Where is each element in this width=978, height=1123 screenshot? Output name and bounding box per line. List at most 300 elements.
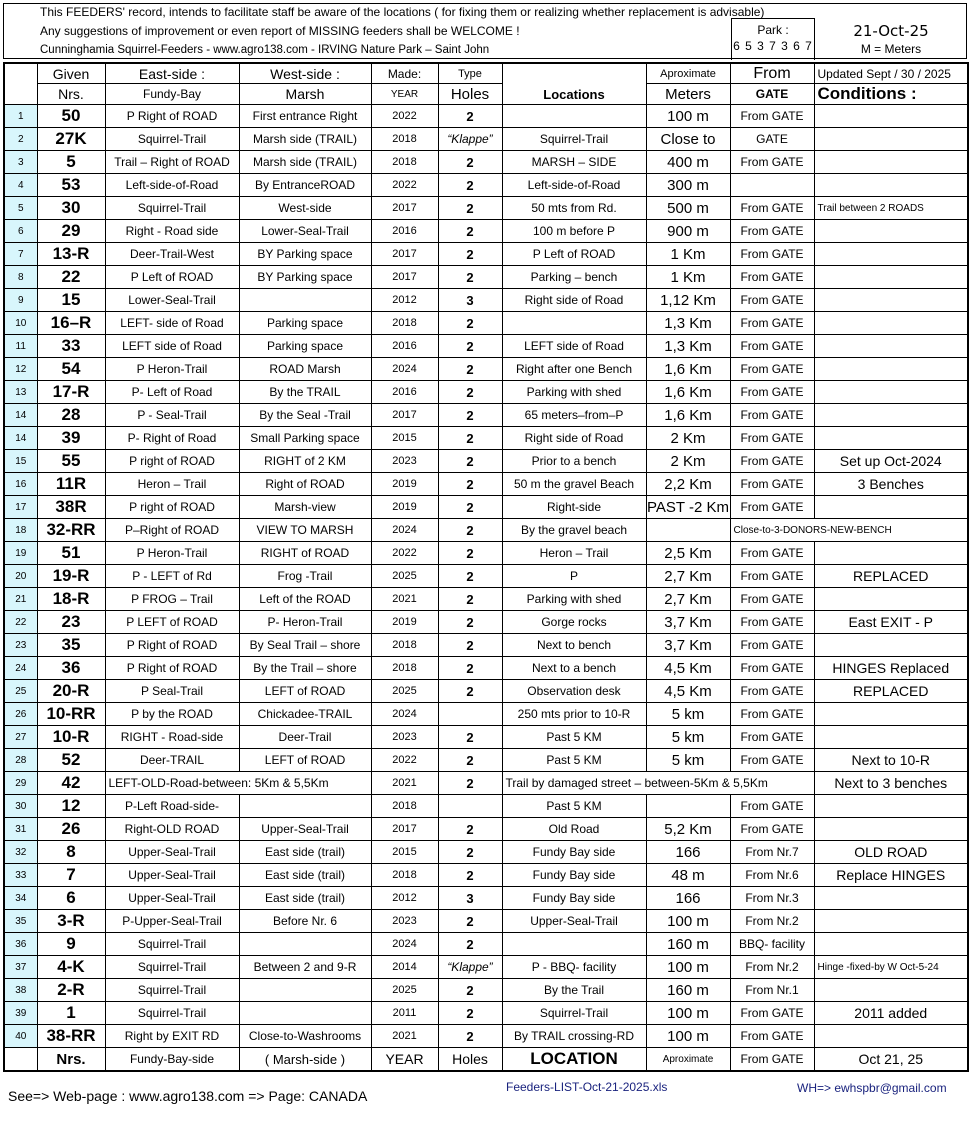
row-number: 3 <box>4 151 37 174</box>
location: By the Trail <box>502 979 646 1002</box>
location: Prior to a bench <box>502 450 646 473</box>
sheet-date: 21-Oct-25 <box>853 22 929 40</box>
holes-type: 2 <box>438 381 502 404</box>
west-side: BY Parking space <box>239 243 371 266</box>
from-reference: From GATE <box>730 381 814 404</box>
table-row <box>4 795 968 818</box>
distance: 4,5 Km <box>646 680 730 703</box>
west-side: First entrance Right <box>239 105 371 128</box>
distance: 1 Km <box>646 243 730 266</box>
feeder-number: 38-RR <box>37 1025 105 1048</box>
from-reference: From GATE <box>730 427 814 450</box>
table-row <box>4 703 968 726</box>
location: Fundy Bay side <box>502 841 646 864</box>
table-row <box>4 220 968 243</box>
feeder-number: 54 <box>37 358 105 381</box>
feeder-number: 28 <box>37 404 105 427</box>
intro-block <box>3 3 967 59</box>
condition: REPLACED <box>814 565 968 588</box>
year-made: 2025 <box>371 680 438 703</box>
year-made: 2011 <box>371 1002 438 1025</box>
location: Heron – Trail <box>502 542 646 565</box>
west-side: East side (trail) <box>239 841 371 864</box>
east-side: Squirrel-Trail <box>105 956 239 979</box>
from-reference: From GATE <box>730 289 814 312</box>
east-side: P Seal-Trail <box>105 680 239 703</box>
feeder-number: 6 <box>37 887 105 910</box>
from-reference: From GATE <box>730 312 814 335</box>
location: Right after one Bench <box>502 358 646 381</box>
west-side: RIGHT of ROAD <box>239 542 371 565</box>
feeders-sheet <box>3 3 967 1072</box>
row-number: 14 <box>4 427 37 450</box>
east-side: Squirrel-Trail <box>105 933 239 956</box>
year-made: 2019 <box>371 473 438 496</box>
location: Past 5 KM <box>502 726 646 749</box>
table-row <box>4 910 968 933</box>
east-side: Deer-TRAIL <box>105 749 239 772</box>
feeder-number: 26 <box>37 818 105 841</box>
holes-type: 2 <box>438 841 502 864</box>
year-made: 2019 <box>371 611 438 634</box>
holes-type: 2 <box>438 266 502 289</box>
distance: PAST -2 Km <box>646 496 730 519</box>
table-row <box>4 772 968 795</box>
location: Past 5 KM <box>502 749 646 772</box>
row-number: 16 <box>4 473 37 496</box>
holes-type: “Klappe” <box>438 128 502 151</box>
east-side: Squirrel-Trail <box>105 128 239 151</box>
holes-type: 2 <box>438 818 502 841</box>
location <box>502 933 646 956</box>
header-from: From <box>730 63 814 84</box>
east-side: Squirrel-Trail <box>105 1002 239 1025</box>
location: Next to bench <box>502 634 646 657</box>
location: Left-side-of-Road <box>502 174 646 197</box>
east-side: LEFT- side of Road <box>105 312 239 335</box>
condition <box>814 335 968 358</box>
holes-type: 2 <box>438 910 502 933</box>
row-number: 37 <box>4 956 37 979</box>
row-number: 39 <box>4 1002 37 1025</box>
year-made: 2012 <box>371 887 438 910</box>
from-reference: From GATE <box>730 703 814 726</box>
footer-web-note: See=> Web-page : www.agro138.com => Page: CANADA <box>8 1088 368 1104</box>
from-reference: From GATE <box>730 795 814 818</box>
table-row <box>4 381 968 404</box>
location: P - BBQ- facility <box>502 956 646 979</box>
location: Upper-Seal-Trail <box>502 910 646 933</box>
table-row <box>4 634 968 657</box>
feeder-number: 29 <box>37 220 105 243</box>
table-row <box>4 519 968 542</box>
from-reference: From GATE <box>730 565 814 588</box>
east-side: Upper-Seal-Trail <box>105 841 239 864</box>
footer-email: WH=> ewhspbr@gmail.com <box>797 1081 947 1095</box>
east-side: Upper-Seal-Trail <box>105 864 239 887</box>
header-holes: Holes <box>438 84 502 105</box>
west-side: LEFT of ROAD <box>239 749 371 772</box>
row-number: 7 <box>4 243 37 266</box>
east-side: P Right of ROAD <box>105 634 239 657</box>
intro-line-2: Any suggestions of improvement or even report of MISSING feeders shall be WELCOME ! <box>40 24 520 38</box>
row-number: 36 <box>4 933 37 956</box>
table-row <box>4 887 968 910</box>
feeder-number: 7 <box>37 864 105 887</box>
west-side: Frog -Trail <box>239 565 371 588</box>
table-row <box>4 174 968 197</box>
distance: 2 Km <box>646 427 730 450</box>
location: Next to a bench <box>502 657 646 680</box>
row-number: 15 <box>4 450 37 473</box>
year-made: 2023 <box>371 910 438 933</box>
header-east: East-side : <box>105 63 239 84</box>
park-number: 6 5 3 7 3 6 7 <box>733 39 813 53</box>
distance: 2,7 Km <box>646 588 730 611</box>
west-side: Before Nr. 6 <box>239 910 371 933</box>
from-reference: From GATE <box>730 243 814 266</box>
west-side: Left of the ROAD <box>239 588 371 611</box>
west-side: Upper-Seal-Trail <box>239 818 371 841</box>
location: Parking with shed <box>502 588 646 611</box>
location: MARSH – SIDE <box>502 151 646 174</box>
distance: 2,7 Km <box>646 565 730 588</box>
location: By TRAIL crossing-RD <box>502 1025 646 1048</box>
distance: 1,6 Km <box>646 404 730 427</box>
distance: 2,2 Km <box>646 473 730 496</box>
header-nrs: Nrs. <box>37 84 105 105</box>
year-made: 2024 <box>371 933 438 956</box>
from-reference: From GATE <box>730 358 814 381</box>
row-number: 24 <box>4 657 37 680</box>
holes-type: 3 <box>438 289 502 312</box>
year-made: 2021 <box>371 588 438 611</box>
from-reference: From GATE <box>730 611 814 634</box>
distance: 1,6 Km <box>646 381 730 404</box>
from-reference: From Nr.1 <box>730 979 814 1002</box>
feeder-number: 20-R <box>37 680 105 703</box>
condition: 2011 added <box>814 1002 968 1025</box>
from-reference: From Nr.2 <box>730 910 814 933</box>
east-side: P right of ROAD <box>105 496 239 519</box>
holes-type: 2 <box>438 611 502 634</box>
condition: Replace HINGES <box>814 864 968 887</box>
west-side: LEFT of ROAD <box>239 680 371 703</box>
distance: 5 km <box>646 703 730 726</box>
year-made: 2016 <box>371 381 438 404</box>
row-number: 28 <box>4 749 37 772</box>
west-side <box>239 795 371 818</box>
year-made: 2015 <box>371 841 438 864</box>
units-note: M = Meters <box>860 42 922 56</box>
location: Squirrel-Trail <box>502 1002 646 1025</box>
location: Fundy Bay side <box>502 864 646 887</box>
distance: 160 m <box>646 979 730 1002</box>
distance: 1,3 Km <box>646 312 730 335</box>
header-row-1 <box>4 63 968 84</box>
year-made: 2017 <box>371 243 438 266</box>
location: Right-side <box>502 496 646 519</box>
feeder-number: 2-R <box>37 979 105 1002</box>
distance: 100 m <box>646 956 730 979</box>
west-side: Between 2 and 9-R <box>239 956 371 979</box>
west-side: Parking space <box>239 312 371 335</box>
west-side: RIGHT of 2 KM <box>239 450 371 473</box>
year-made: 2021 <box>371 772 438 795</box>
holes-type: 2 <box>438 1025 502 1048</box>
west-side: Marsh-view <box>239 496 371 519</box>
condition <box>814 289 968 312</box>
row-number: 12 <box>4 358 37 381</box>
year-made: 2024 <box>371 358 438 381</box>
east-side: P right of ROAD <box>105 450 239 473</box>
table-row <box>4 427 968 450</box>
feeder-number: 12 <box>37 795 105 818</box>
condition <box>814 703 968 726</box>
holes-type: 2 <box>438 450 502 473</box>
table-row <box>4 565 968 588</box>
west-side: ROAD Marsh <box>239 358 371 381</box>
condition <box>814 496 968 519</box>
condition <box>814 128 968 151</box>
distance: 400 m <box>646 151 730 174</box>
year-made: 2018 <box>371 634 438 657</box>
table-row <box>4 197 968 220</box>
east-side: LEFT-OLD-Road-between: 5Km & 5,5Km <box>105 772 371 795</box>
year-made: 2024 <box>371 703 438 726</box>
distance: 100 m <box>646 910 730 933</box>
west-side: By the Trail – shore <box>239 657 371 680</box>
location: Past 5 KM <box>502 795 646 818</box>
distance: 1,6 Km <box>646 358 730 381</box>
row-number: 33 <box>4 864 37 887</box>
park-box <box>731 18 815 60</box>
feeder-number: 10-R <box>37 726 105 749</box>
feeder-number: 1 <box>37 1002 105 1025</box>
holes-type: 3 <box>438 887 502 910</box>
feeder-number: 36 <box>37 657 105 680</box>
east-side: Squirrel-Trail <box>105 197 239 220</box>
east-side: P–Right of ROAD <box>105 519 239 542</box>
condition <box>814 588 968 611</box>
feeder-number: 35 <box>37 634 105 657</box>
east-side: P- Right of Road <box>105 427 239 450</box>
feeder-number: 10-RR <box>37 703 105 726</box>
table-row <box>4 243 968 266</box>
east-side: Right-OLD ROAD <box>105 818 239 841</box>
condition: East EXIT - P <box>814 611 968 634</box>
location: LEFT side of Road <box>502 335 646 358</box>
footer-blank <box>4 1048 37 1072</box>
east-side: P - Seal-Trail <box>105 404 239 427</box>
header-year: YEAR <box>371 84 438 105</box>
year-made: 2025 <box>371 979 438 1002</box>
condition <box>814 404 968 427</box>
table-row <box>4 473 968 496</box>
distance: 160 m <box>646 933 730 956</box>
feeder-number: 51 <box>37 542 105 565</box>
east-side: P Heron-Trail <box>105 358 239 381</box>
west-side: West-side <box>239 197 371 220</box>
holes-type: 2 <box>438 105 502 128</box>
condition: REPLACED <box>814 680 968 703</box>
row-number: 31 <box>4 818 37 841</box>
condition: Hinge -fixed-by W Oct-5-24 <box>814 956 968 979</box>
table-row <box>4 358 968 381</box>
feeder-number: 8 <box>37 841 105 864</box>
from-reference: From Nr.3 <box>730 887 814 910</box>
holes-type: 2 <box>438 404 502 427</box>
feeder-number: 39 <box>37 427 105 450</box>
condition: Trail between 2 ROADS <box>814 197 968 220</box>
feeder-number: 17-R <box>37 381 105 404</box>
distance: 300 m <box>646 174 730 197</box>
year-made: 2018 <box>371 151 438 174</box>
condition: Set up Oct-2024 <box>814 450 968 473</box>
holes-type: 2 <box>438 519 502 542</box>
west-side: P- Heron-Trail <box>239 611 371 634</box>
distance: 3,7 Km <box>646 611 730 634</box>
distance: 500 m <box>646 197 730 220</box>
east-side: LEFT side of Road <box>105 335 239 358</box>
holes-type: 2 <box>438 427 502 450</box>
from-reference: From GATE <box>730 588 814 611</box>
condition <box>814 634 968 657</box>
row-number: 13 <box>4 381 37 404</box>
year-made: 2021 <box>371 1025 438 1048</box>
table-row <box>4 450 968 473</box>
east-side: P-Upper-Seal-Trail <box>105 910 239 933</box>
west-side: By Seal Trail – shore <box>239 634 371 657</box>
feeder-number: 23 <box>37 611 105 634</box>
west-side <box>239 1002 371 1025</box>
from-reference: From GATE <box>730 105 814 128</box>
condition: Next to 3 benches <box>814 772 968 795</box>
holes-type: 2 <box>438 749 502 772</box>
table-row <box>4 956 968 979</box>
west-side <box>239 933 371 956</box>
from-reference: From GATE <box>730 1025 814 1048</box>
holes-type: 2 <box>438 1002 502 1025</box>
condition: 3 Benches <box>814 473 968 496</box>
table-row <box>4 657 968 680</box>
year-made: 2017 <box>371 404 438 427</box>
year-made: 2016 <box>371 220 438 243</box>
feeder-number: 22 <box>37 266 105 289</box>
east-side: Deer-Trail-West <box>105 243 239 266</box>
park-label: Park : <box>757 23 789 37</box>
from-reference: From GATE <box>730 335 814 358</box>
holes-type: 2 <box>438 979 502 1002</box>
from-reference: From GATE <box>730 1002 814 1025</box>
holes-type: 2 <box>438 496 502 519</box>
year-made: 2024 <box>371 519 438 542</box>
header-row-2 <box>4 84 968 105</box>
condition <box>814 220 968 243</box>
holes-type: 2 <box>438 726 502 749</box>
location: Fundy Bay side <box>502 887 646 910</box>
year-made: 2022 <box>371 542 438 565</box>
condition: HINGES Replaced <box>814 657 968 680</box>
west-side: By EntranceROAD <box>239 174 371 197</box>
condition: OLD ROAD <box>814 841 968 864</box>
east-side: Right - Road side <box>105 220 239 243</box>
header-blank <box>4 63 37 105</box>
header-meters: Meters <box>646 84 730 105</box>
west-side: Parking space <box>239 335 371 358</box>
east-side: P-Left Road-side- <box>105 795 239 818</box>
distance: 2 Km <box>646 450 730 473</box>
feeder-number: 13-R <box>37 243 105 266</box>
distance: 3,7 Km <box>646 634 730 657</box>
holes-type: 2 <box>438 197 502 220</box>
distance: 2,5 Km <box>646 542 730 565</box>
footer-from: From GATE <box>730 1048 814 1072</box>
holes-type: 2 <box>438 565 502 588</box>
west-side <box>239 289 371 312</box>
year-made: 2017 <box>371 197 438 220</box>
east-side: P Left of ROAD <box>105 266 239 289</box>
west-side <box>239 979 371 1002</box>
row-number: 19 <box>4 542 37 565</box>
feeder-number: 50 <box>37 105 105 128</box>
east-side: P LEFT of ROAD <box>105 611 239 634</box>
location: P <box>502 565 646 588</box>
east-side: Heron – Trail <box>105 473 239 496</box>
year-made: 2017 <box>371 818 438 841</box>
holes-type: 2 <box>438 151 502 174</box>
from-reference: From GATE <box>730 818 814 841</box>
west-side: Small Parking space <box>239 427 371 450</box>
header-west: West-side : <box>239 63 371 84</box>
row-number: 29 <box>4 772 37 795</box>
from-reference: From Nr.6 <box>730 864 814 887</box>
table-row <box>4 312 968 335</box>
distance: 1,3 Km <box>646 335 730 358</box>
table-row <box>4 496 968 519</box>
feeder-number: 9 <box>37 933 105 956</box>
header-east-sub: Fundy-Bay <box>105 84 239 105</box>
feeder-number: 18-R <box>37 588 105 611</box>
west-side: Right of ROAD <box>239 473 371 496</box>
year-made: 2018 <box>371 795 438 818</box>
row-number: 26 <box>4 703 37 726</box>
east-side: RIGHT - Road-side <box>105 726 239 749</box>
location: By the gravel beach <box>502 519 646 542</box>
header-conditions: Conditions : <box>814 84 968 105</box>
footer-west: ( Marsh-side ) <box>239 1048 371 1072</box>
holes-type: 2 <box>438 473 502 496</box>
year-made: 2025 <box>371 565 438 588</box>
east-side: P by the ROAD <box>105 703 239 726</box>
year-made: 2019 <box>371 496 438 519</box>
distance: 1 Km <box>646 266 730 289</box>
location: Right side of Road <box>502 427 646 450</box>
condition <box>814 312 968 335</box>
header-locations: Locations <box>502 63 646 105</box>
row-number: 1 <box>4 105 37 128</box>
table-row <box>4 588 968 611</box>
location: 50 mts from Rd. <box>502 197 646 220</box>
row-number: 38 <box>4 979 37 1002</box>
from-reference: From GATE <box>730 680 814 703</box>
west-side: BY Parking space <box>239 266 371 289</box>
feeder-number: 42 <box>37 772 105 795</box>
year-made: 2023 <box>371 450 438 473</box>
year-made: 2022 <box>371 174 438 197</box>
distance: Close to <box>646 128 730 151</box>
from-reference: From GATE <box>730 404 814 427</box>
